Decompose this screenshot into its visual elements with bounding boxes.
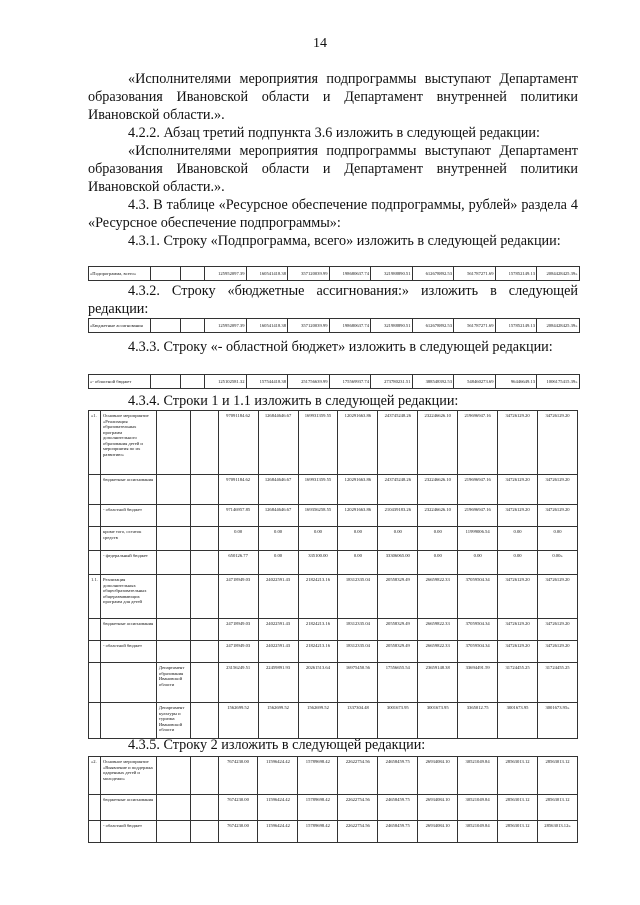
value-cell: 169931359.55 [298,475,338,505]
value-cell: 20558329.49 [378,641,418,663]
empty-cell [151,319,181,332]
table-row [89,527,578,551]
value-cell: 1337304.48 [338,703,378,739]
value-cell: 232246626.10 [418,411,458,475]
value-cell: 232246626.10 [418,505,458,527]
empty-cell [151,375,181,388]
empty-cell [190,575,218,619]
value-cell: 612678892.53 [413,267,455,280]
paragraph-4-3-3: 4.3.3. Строку «- областной бюджет» изложить в следующей редакции: [128,339,553,355]
value-cell: 7674230.00 [218,821,258,843]
value-cell: 37059504.34 [458,619,498,641]
value-cell: 24718949.03 [218,641,258,663]
value-cell: 120291663.86 [338,475,378,505]
value-cell: 24718949.03 [218,575,258,619]
table-row [89,411,578,475]
row-name: - областной бюджет [100,821,156,843]
row-regional-budget [88,374,580,389]
value-cell: 11999006.54 [458,527,498,551]
value-cell: 157544418.38 [247,375,289,388]
paragraph-4-3-2: 4.3.2. Строку «бюджетные ассигнования:» изложить в следующей редакции: [88,283,578,317]
table-row [89,703,578,739]
table-row [89,757,578,795]
paragraph-executors-1: «Исполнителями мероприятия подпрограммы выступают Департамент образования Ивановской области и Департамент внутренней политики Ивановской области.». [88,71,578,123]
value-cell: 0.00 [418,551,458,575]
value-cell: 0.00 [498,527,538,551]
value-cell: 97091184.62 [218,411,258,475]
value-cell: 561787271.69 [454,267,496,280]
empty-cell [190,821,218,843]
value-cell: 251756639.99 [288,375,330,388]
value-cell: 34726129.20 [498,641,538,663]
empty-cell [190,757,218,795]
value-cell: 21824213.16 [298,619,338,641]
value-cell: 169931359.55 [298,411,338,475]
value-cell: 26659822.33 [418,575,458,619]
value-cell: 3365012.75 [458,703,498,739]
value-cell: 125952097.39 [205,267,247,280]
table-rows-1-1-1 [88,410,578,739]
value-cell: 24022591.43 [258,575,298,619]
value-cell: 15789698.42 [298,821,338,843]
value-cell: 30521049.84 [458,821,498,843]
row-label: «Бюджетные ассигнования [89,319,151,332]
value-cell: 18312335.04 [338,619,378,641]
row-name: - областной бюджет [100,505,156,527]
empty-cell [190,527,218,551]
table-row [89,575,578,619]
value-cell: 126844646.67 [258,505,298,527]
value-cell: 33694491.59 [458,663,498,703]
value-cell: 16975450.56 [338,663,378,703]
paragraph-4-3: 4.3. В таблице «Ресурсное обеспечение подпрограммы, рублей» раздела 4 «Ресурсное обеспечение подпрограммы»: [88,197,578,231]
value-cell: 120291663.86 [338,505,378,527]
paragraph-executors-2: «Исполнителями мероприятия подпрограммы выступают Департамент образования Ивановской области и Департамент внутренней политики Ивановской области.». [88,143,578,195]
value-cell: 24022591.43 [258,641,298,663]
value-cell: 219696947.16 [458,505,498,527]
empty-cell [181,375,205,388]
empty-cell [190,551,218,575]
row-executor [156,821,190,843]
value-cell: 26659822.33 [418,641,458,663]
value-cell: 357120039.99 [288,319,330,332]
value-cell: 22622754.56 [338,821,378,843]
value-cell: 321988890.51 [371,267,413,280]
value-cell: 125102581.32 [205,375,247,388]
row-label: «Подпрограмма, всего» [89,267,151,280]
value-cell: 28563013.12 [498,821,538,843]
value-cell: 160541418.38 [247,319,289,332]
value-cell: 0.00 [418,527,458,551]
value-cell: 37059504.34 [458,641,498,663]
value-cell: 34726129.20 [538,411,578,475]
value-cell: 3001673.95 [418,703,458,739]
value-cell: 34726129.20 [538,505,578,527]
value-cell: 0.00 [378,527,418,551]
table-row [89,795,578,821]
value-cell: 0.00 [538,527,578,551]
value-cell: 23659148.38 [418,663,458,703]
value-cell: 34726129.20 [498,619,538,641]
table-row [89,475,578,505]
row-name: бюджетные ассигнования [100,475,156,505]
row-number [89,703,101,739]
value-cell: 15789698.42 [298,757,338,795]
row-number [89,475,101,505]
table-row [89,663,578,703]
value-cell: 7674230.00 [218,795,258,821]
empty-cell [190,663,218,703]
value-cell: 335100.00 [298,551,338,575]
value-cell: 24658459.75 [378,795,418,821]
value-cell: 34726129.20 [498,411,538,475]
value-cell: 0.00 [498,551,538,575]
value-cell: 3001673.95 [378,703,418,739]
value-cell: 11596424.42 [258,821,298,843]
value-cell: 388548392.53 [413,375,455,388]
value-cell: 1006175415.39» [546,379,578,384]
value-cell: 175569937.74 [330,375,372,388]
value-cell: 126844646.67 [258,475,298,505]
table-row [89,505,578,527]
row-number [89,505,101,527]
value-cell: 34726129.20 [538,641,578,663]
row-number [89,821,101,843]
row-name: - областной бюджет [100,641,156,663]
value-cell: 243745248.26 [378,411,418,475]
value-cell: 0.00 [458,551,498,575]
row-number: «1. [89,411,101,475]
value-cell: 24658459.75 [378,757,418,795]
value-cell: 26934084.10 [418,757,458,795]
value-cell: 17556655.54 [378,663,418,703]
row-executor [156,527,190,551]
row-name: бюджетные ассигнования [100,795,156,821]
value-cell: 28563013.12 [498,795,538,821]
value-cell: 33306065.00 [378,551,418,575]
value-cell: 22459891.93 [258,663,298,703]
table-row-2 [88,756,578,843]
row-name [100,663,156,703]
row-executor [156,619,190,641]
value-cell: 34726129.20 [498,475,538,505]
value-cell: 34726129.20 [538,475,578,505]
value-cell: 0.00 [298,527,338,551]
value-cell: 1562699.52 [218,703,258,739]
value-cell: 157852149.13 [496,267,538,280]
row-executor [156,475,190,505]
row-number [89,619,101,641]
empty-cell [190,475,218,505]
value-cell: 28563013.12 [538,795,578,821]
row-executor [156,551,190,575]
value-cell: 3001673.95» [538,703,578,739]
value-cell: 28563013.12» [538,821,578,843]
empty-cell [181,319,205,332]
value-cell: 273780231.51 [371,375,413,388]
value-cell: 34726129.20 [498,505,538,527]
value-cell: 120291663.86 [338,411,378,475]
value-cell: 219696947.16 [458,411,498,475]
value-cell: 0.00 [338,551,378,575]
empty-cell [190,505,218,527]
value-cell: 650126.77 [218,551,258,575]
empty-cell [151,267,181,280]
value-cell: 24022591.43 [258,619,298,641]
value-cell: 28563013.12 [538,757,578,795]
value-cell: 24718949.03 [218,619,258,641]
value-cell: 1562699.52 [298,703,338,739]
paragraph-4-3-5: 4.3.5. Строку 2 изложить в следующей редакции: [128,737,426,753]
value-cell: 34726129.20 [498,575,538,619]
table-row [89,619,578,641]
value-cell: 0.00 [258,527,298,551]
value-cell: 0.00 [338,527,378,551]
value-cell: 15789698.42 [298,795,338,821]
table-row [89,641,578,663]
value-cell: 0.00 [218,527,258,551]
row-name: Основное мероприятие «Реализация образовательных программ дополнительного образования детей и мероприятия по их развитию» [100,411,156,475]
row-executor [156,411,190,475]
row-number [89,527,101,551]
value-cell: 219696947.16 [458,475,498,505]
value-cell: 97091184.62 [218,475,258,505]
row-name: кроме того, остаток средств [100,527,156,551]
value-cell: 37059504.34 [458,575,498,619]
row-executor [156,757,190,795]
value-cell: 18312335.04 [338,641,378,663]
row-number [89,551,101,575]
value-cell: 34726129.20 [538,619,578,641]
value-cell: 612678892.53 [413,319,455,332]
value-cell: 232246626.10 [418,475,458,505]
value-cell: 126844646.67 [258,411,298,475]
value-cell: 24658459.75 [378,821,418,843]
empty-cell [190,703,218,739]
value-cell: 243745248.26 [378,475,418,505]
value-cell: 160541418.38 [247,267,289,280]
value-cell: 20558329.49 [378,575,418,619]
value-cell: 18312335.04 [338,575,378,619]
empty-cell [190,641,218,663]
value-cell: 96446649.13 [496,375,538,388]
value-cell: 11596424.42 [258,757,298,795]
empty-cell [190,619,218,641]
value-cell: 26934084.10 [418,821,458,843]
row-label: «- областной бюджет [89,375,151,388]
table-row [89,551,578,575]
value-cell: 198680637.74 [330,319,372,332]
value-cell: 321988890.51 [371,319,413,332]
page-number: 14 [313,36,327,51]
value-cell: 125952097.39 [205,319,247,332]
value-cell: 20261513.64 [298,663,338,703]
value-cell: 548460273.69 [454,375,496,388]
paragraph-4-3-1: 4.3.1. Строку «Подпрограмма, всего» изложить в следующей редакции: [128,233,561,249]
value-cell: 198680637.74 [330,267,372,280]
value-cell: 210439183.26 [378,505,418,527]
value-cell: 1562699.52 [258,703,298,739]
value-cell: 31724455.25 [538,663,578,703]
row-name [100,703,156,739]
row-executor [156,795,190,821]
value-cell: 20558329.49 [378,619,418,641]
value-cell: 561787271.69 [454,319,496,332]
value-cell: 2084428425.39» [546,323,578,328]
value-cell: 169356258.55 [298,505,338,527]
value-cell: 30521049.84 [458,795,498,821]
value-cell: 2084428425.39» [546,271,578,276]
row-executor: Департамент культуры и туризма Ивановской области [156,703,190,739]
row-number [89,641,101,663]
value-cell: 157852149.13 [496,319,538,332]
value-cell: 31724455.25 [498,663,538,703]
value-cell: 28563013.12 [498,757,538,795]
value-cell: 0.00 [258,551,298,575]
empty-cell [181,267,205,280]
row-number: 1.1. [89,575,101,619]
value-cell: 97146957.85 [218,505,258,527]
value-cell: 0.00» [538,551,578,575]
row-subprogram-total [88,266,580,281]
value-cell: 22622754.56 [338,795,378,821]
row-executor [156,641,190,663]
value-cell: 3001673.95 [498,703,538,739]
row-name: бюджетные ассигнования [100,619,156,641]
value-cell: 26934084.10 [418,795,458,821]
value-cell: 34726129.20 [538,575,578,619]
row-number [89,795,101,821]
value-cell: 11596424.42 [258,795,298,821]
row-executor [156,505,190,527]
row-budget-allocations [88,318,580,333]
row-executor: Департамент образования Ивановской области [156,663,190,703]
table-row [89,821,578,843]
value-cell: 357120039.99 [288,267,330,280]
row-name: Реализация дополнительных общеобразовательных общеразвивающих программ для детей [100,575,156,619]
value-cell: 7674230.00 [218,757,258,795]
value-cell: 21824213.16 [298,575,338,619]
value-cell: 26659822.33 [418,619,458,641]
value-cell: 21824213.16 [298,641,338,663]
row-number [89,663,101,703]
paragraph-4-2-2: 4.2.2. Абзац третий подпункта 3.6 изложить в следующей редакции: [128,125,540,141]
paragraph-4-3-4: 4.3.4. Строки 1 и 1.1 изложить в следующей редакции: [128,393,459,409]
empty-cell [190,411,218,475]
empty-cell [190,795,218,821]
row-number: «2. [89,757,101,795]
value-cell: 30521049.84 [458,757,498,795]
row-executor [156,575,190,619]
value-cell: 22622754.56 [338,757,378,795]
row-name: - федеральный бюджет [100,551,156,575]
row-name: Основное мероприятие «Выявление и поддержка одаренных детей и молодежи» [100,757,156,795]
value-cell: 23156249.51 [218,663,258,703]
